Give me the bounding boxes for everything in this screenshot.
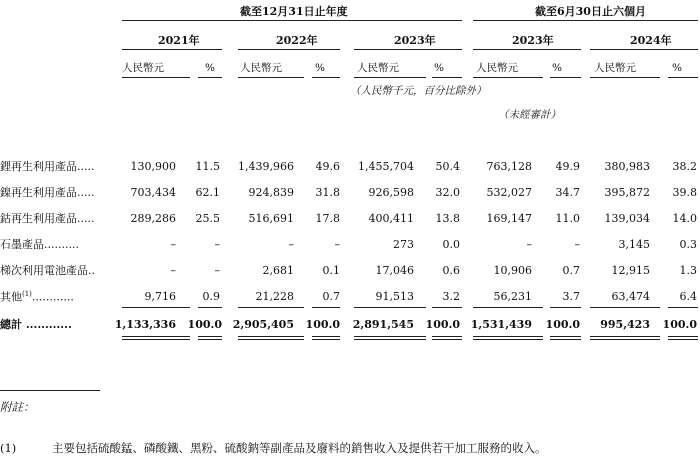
cell: 17.8 (315, 212, 340, 225)
year-underline-2021 (122, 49, 222, 50)
subtotal-line-pct-2023 (432, 307, 462, 308)
cell: – (526, 238, 532, 251)
cell: 21,228 (255, 290, 294, 303)
unit-note: （人民幣千元，百分比除外） (350, 85, 487, 97)
cell: 32.0 (435, 186, 460, 199)
total-double-line-pct-2023-h1 (550, 336, 581, 337)
unit-pct-2024-h1: % (672, 62, 682, 74)
cell: 0.7 (562, 264, 580, 277)
total-cell: 1,133,336 (114, 318, 176, 331)
cell: 380,983 (604, 160, 650, 173)
total-double-line-rmb-2023 (354, 336, 426, 337)
subtotal-line-pct-2024-h1 (668, 307, 698, 308)
total-double-line-rmb-2023-b (354, 339, 426, 340)
total-double-line-pct-2023 (432, 336, 462, 337)
total-cell: 1,531,439 (470, 318, 532, 331)
cell: 11.5 (195, 160, 220, 173)
row-label-echelon-battery: 梯次利用電池產品.. (0, 264, 95, 277)
total-cell: 100.0 (187, 318, 222, 331)
year-underline-2024-h1 (590, 49, 698, 50)
row-label-lithium: 鋰再生利用產品..... (0, 160, 95, 173)
cell: 49.9 (555, 160, 580, 173)
total-double-line-rmb-2024-h1-b (590, 339, 660, 340)
cell: 0.0 (442, 238, 460, 251)
cell: 62.1 (195, 186, 220, 199)
cell: 56,231 (493, 290, 532, 303)
total-double-line-pct-2021 (198, 336, 222, 337)
cell: 703,434 (130, 186, 176, 199)
row-label-nickel: 鎳再生利用產品..... (0, 186, 95, 199)
row-label-others-dots: ............ (31, 290, 74, 304)
total-double-line-pct-2023-h1-b (550, 339, 581, 340)
total-double-line-pct-2022 (312, 336, 340, 337)
subtotal-line-rmb-2022 (238, 307, 304, 308)
cell: 3.7 (562, 290, 580, 303)
subtotal-line-rmb-2021 (122, 307, 190, 308)
unit-underline-rmb-2021 (122, 77, 190, 78)
cell: 395,872 (604, 186, 650, 199)
year-underline-2023-h1 (473, 49, 581, 50)
cell: 924,839 (248, 186, 294, 199)
cell: 532,027 (486, 186, 532, 199)
row-label-cobalt: 鈷再生利用產品..... (0, 212, 95, 225)
total-double-line-rmb-2024-h1 (590, 336, 660, 337)
cell: 9,716 (144, 290, 176, 303)
cell: 400,411 (368, 212, 414, 225)
cell: 273 (393, 238, 414, 251)
cell: 91,513 (375, 290, 414, 303)
row-label-graphite: 石墨產品.......... (0, 238, 79, 251)
total-double-line-pct-2024-h1 (668, 336, 698, 337)
cell: 169,147 (486, 212, 532, 225)
unit-underline-pct-2023 (432, 77, 462, 78)
cell: 49.6 (315, 160, 340, 173)
cell: 289,286 (130, 212, 176, 225)
total-double-line-rmb-2022-b (238, 339, 304, 340)
unit-underline-rmb-2024-h1 (590, 77, 660, 78)
cell: 10,906 (493, 264, 532, 277)
group-underline-six-month (473, 20, 698, 21)
subtotal-line-pct-2023-h1 (550, 307, 581, 308)
unit-underline-pct-2023-h1 (550, 77, 581, 78)
cell: 17,046 (375, 264, 414, 277)
cell: 130,900 (130, 160, 176, 173)
cell: 39.8 (672, 186, 697, 199)
cell: – (288, 238, 294, 251)
total-cell: 100.0 (545, 318, 580, 331)
cell: 34.7 (555, 186, 580, 199)
cell: 0.1 (322, 264, 340, 277)
unit-rmb-2023-h1: 人民幣元 (476, 62, 518, 74)
cell: 63,474 (611, 290, 650, 303)
cell: 2,681 (262, 264, 294, 277)
total-double-line-pct-2021-b (198, 339, 222, 340)
unit-pct-2023-h1: % (552, 62, 562, 74)
total-double-line-rmb-2021 (122, 336, 190, 337)
total-double-line-rmb-2022 (238, 336, 304, 337)
cell: 6.4 (679, 290, 697, 303)
cell: 25.5 (195, 212, 220, 225)
cell: 0.3 (679, 238, 697, 251)
cell: 0.6 (442, 264, 460, 277)
unit-pct-2022: % (315, 62, 325, 74)
cell: 926,598 (368, 186, 414, 199)
total-double-line-rmb-2021-b (122, 339, 190, 340)
footnote-ref: (1) (22, 290, 32, 298)
total-double-line-rmb-2023-h1-b (473, 339, 543, 340)
total-cell: 100.0 (425, 318, 460, 331)
unaudited-note: （未經審計） (498, 109, 561, 121)
cell: 3,145 (618, 238, 650, 251)
year-header-2021: 2021年 (158, 34, 200, 47)
row-label-total: 總計 ............ (0, 318, 72, 331)
cell: 139,034 (604, 212, 650, 225)
unit-underline-rmb-2022 (238, 77, 304, 78)
total-cell: 995,423 (600, 318, 650, 331)
year-header-2023-h1: 2023年 (512, 34, 554, 47)
unit-underline-rmb-2023-h1 (473, 77, 543, 78)
unit-underline-pct-2022 (312, 77, 340, 78)
year-underline-2023 (354, 49, 462, 50)
year-header-2023: 2023年 (394, 34, 436, 47)
cell: 1,439,966 (238, 160, 294, 173)
cell: 516,691 (248, 212, 294, 225)
unit-underline-pct-2021 (198, 77, 222, 78)
cell: 0.9 (202, 290, 220, 303)
total-double-line-rmb-2023-h1 (473, 336, 543, 337)
unit-rmb-2022: 人民幣元 (240, 62, 282, 74)
cell: – (170, 238, 176, 251)
cell: – (170, 264, 176, 277)
cell: 12,915 (611, 264, 650, 277)
unit-pct-2021: % (205, 62, 215, 74)
subtotal-line-pct-2022 (312, 307, 340, 308)
unit-rmb-2024-h1: 人民幣元 (594, 62, 636, 74)
total-cell: 2,891,545 (352, 318, 414, 331)
cell: 50.4 (435, 160, 460, 173)
subtotal-line-rmb-2024-h1 (590, 307, 660, 308)
subtotal-line-rmb-2023 (354, 307, 426, 308)
cell: 1.3 (679, 264, 697, 277)
cell: 14.0 (672, 212, 697, 225)
cell: 1,455,704 (358, 160, 414, 173)
subtotal-line-pct-2021 (198, 307, 222, 308)
cell: 31.8 (315, 186, 340, 199)
row-label-others-text: 其他 (0, 290, 22, 304)
total-cell: 100.0 (662, 318, 697, 331)
year-header-2024-h1: 2024年 (630, 34, 672, 47)
total-double-line-pct-2024-h1-b (668, 339, 698, 340)
cell: – (334, 238, 340, 251)
header-group-year-end: 截至12月31日止年度 (240, 5, 348, 18)
cell: – (214, 264, 220, 277)
cell: 0.7 (322, 290, 340, 303)
year-underline-2022 (238, 49, 340, 50)
cell: – (574, 238, 580, 251)
year-header-2022: 2022年 (276, 34, 318, 47)
unit-rmb-2023: 人民幣元 (357, 62, 399, 74)
unit-underline-rmb-2023 (354, 77, 426, 78)
footnote-heading: 附註： (0, 400, 35, 414)
cell: 13.8 (435, 212, 460, 225)
footnote-text: 主要包括硫酸錳、磷酸鐵、黑粉、硫酸鈉等副產品及廢料的銷售收入及提供若干加工服務的收入。 (52, 441, 547, 455)
footnote-marker: (1) (0, 441, 17, 455)
cell: 11.0 (555, 212, 580, 225)
group-underline-year-end (122, 20, 462, 21)
cell: 3.2 (442, 290, 460, 303)
total-cell: 2,905,405 (232, 318, 294, 331)
cell: 763,128 (486, 160, 532, 173)
header-group-six-month: 截至6月30日止六個月 (535, 5, 646, 18)
cell: – (214, 238, 220, 251)
unit-rmb-2021: 人民幣元 (122, 62, 164, 74)
row-label-others (0, 291, 74, 303)
footnote-separator (0, 390, 100, 391)
unit-pct-2023: % (434, 62, 444, 74)
total-double-line-pct-2023-b (432, 339, 462, 340)
cell: 38.2 (672, 160, 697, 173)
total-cell: 100.0 (305, 318, 340, 331)
unit-underline-pct-2024-h1 (668, 77, 698, 78)
subtotal-line-rmb-2023-h1 (473, 307, 543, 308)
total-double-line-pct-2022-b (312, 339, 340, 340)
